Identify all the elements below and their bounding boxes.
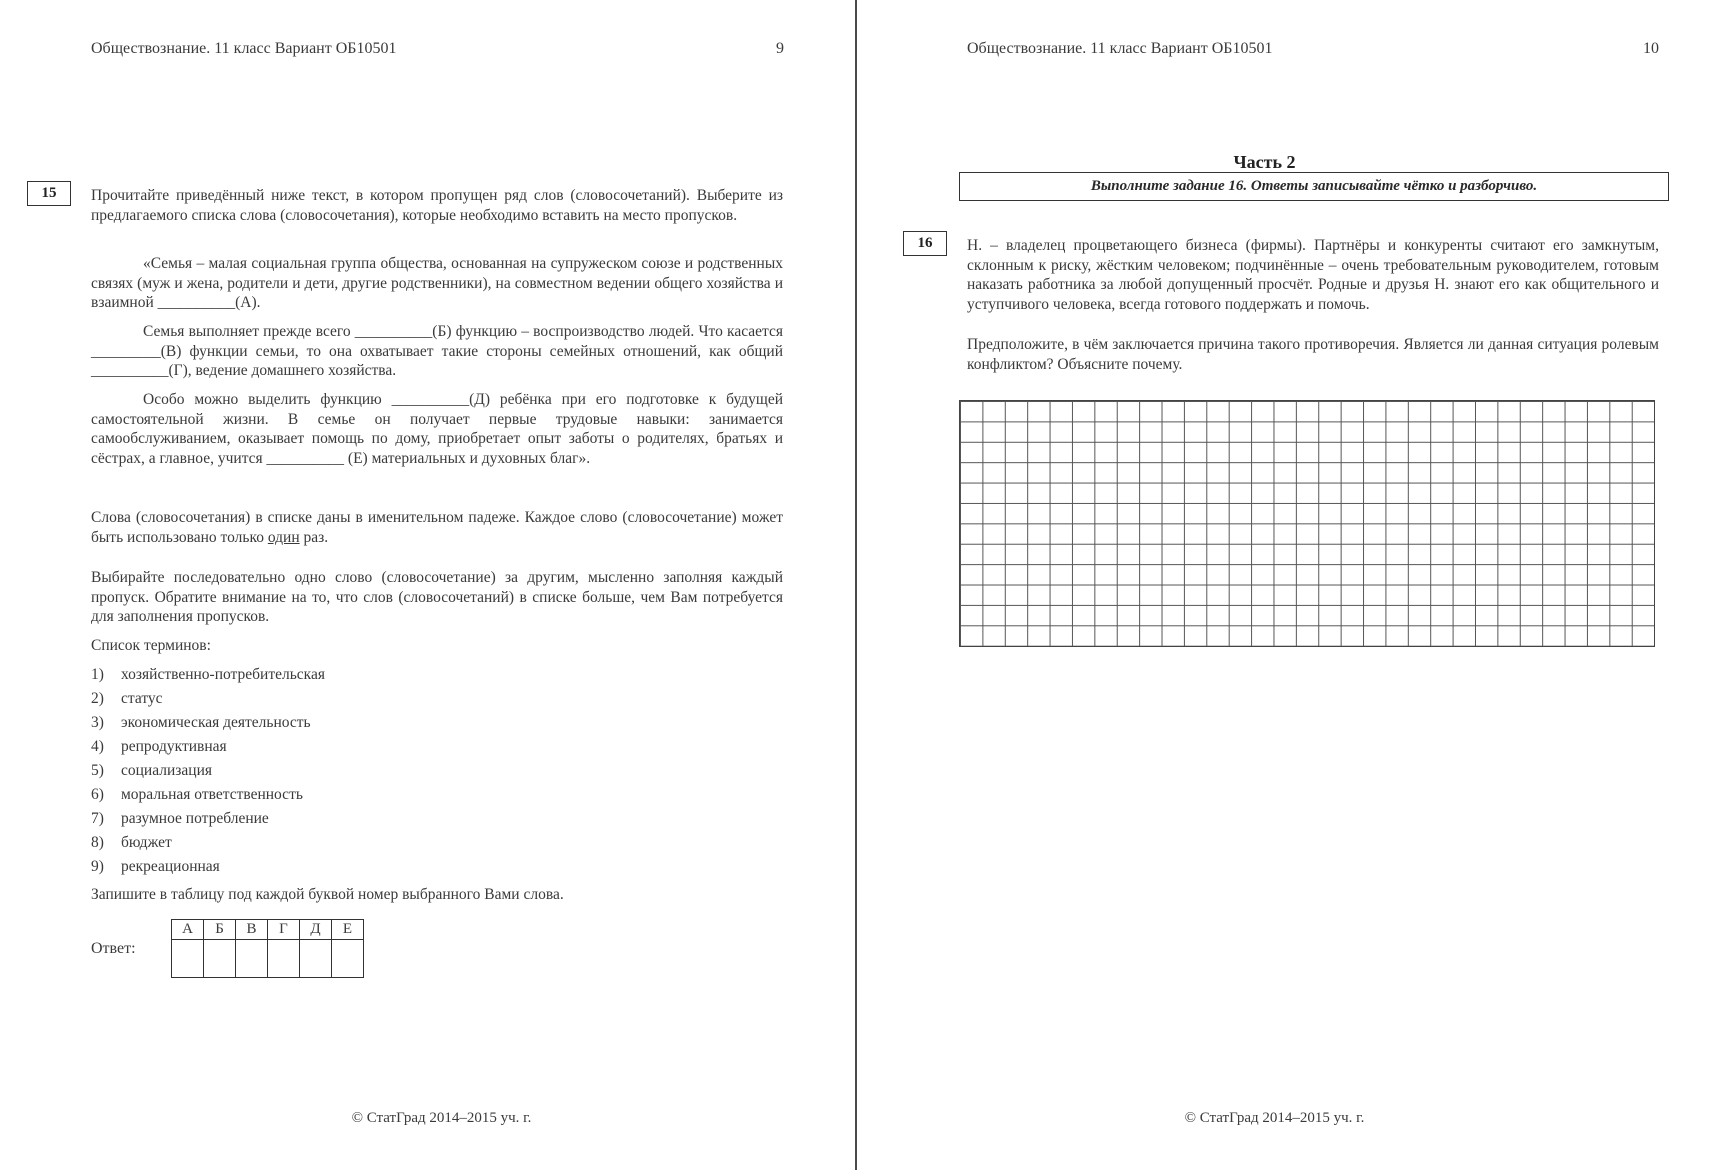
term-item: 7) разумное потребление [91,810,269,827]
page-header: Обществознание. 11 класс Вариант ОБ10501 [91,40,397,57]
term-item: 1) хозяйственно-потребительская [91,666,325,683]
answer-label: Ответ: [91,940,136,957]
page-number: 10 [1643,40,1659,57]
answer-cell[interactable] [204,940,236,978]
task-text: Н. – владелец процветающего бизнеса (фирмы). Партнёры и конкуренты считают его замкнутым, склонным к риску, жёстким человеком; подчинённые – очень требовательным руководителем, готовым наказать работника за любой допущенный просчёт. Родные и друзья Н. знают его как общительного и уступчивого человека, всегда готового поддержать и помочь. [967,237,1659,313]
term-item: 4) репродуктивная [91,738,227,755]
answer-column-header: А [172,920,204,940]
selection-note: Выбирайте последовательно одно слово (словосочетание) за другим, мысленно заполняя каждый пропуск. Обратите внимание на то, что слов (словосочетаний) в списке больше, чем Вам потребуется для заполнения пропусков. [91,569,783,626]
terms-list [91,663,325,879]
answer-cell[interactable] [332,940,364,978]
answer-cell[interactable] [172,940,204,978]
answer-cell[interactable] [236,940,268,978]
text-paragraph-2: Семья выполняет прежде всего __________(Б) функцию – воспроизводство людей. Что касается _________(В) функции семьи, то она охватывает такие стороны семейных отношений, как общий __________(Г), ведение домашнего хозяйства. [91,323,783,380]
task-intro: Прочитайте приведённый ниже текст, в котором пропущен ряд слов (словосочетаний). Выберите из предлагаемого списка слова (словосочетания), которые необходимо вставить на место пропусков. [91,187,783,224]
instruction-box: Выполните задание 16. Ответы записывайте чётко и разборчиво. [959,172,1669,201]
term-item: 5) социализация [91,762,212,779]
answer-column-header: Б [204,920,236,940]
page-footer: © СтатГрад 2014–2015 уч. г. [1184,1110,1365,1126]
answer-column-header: Г [268,920,300,940]
task-question: Предположите, в чём заключается причина такого противоречия. Является ли данная ситуация ролевым конфликтом? Объясните почему. [967,336,1659,373]
task-number-box: 16 [903,231,947,256]
answer-cell[interactable] [300,940,332,978]
answer-table [171,919,364,978]
answer-column-header: Д [300,920,332,940]
answer-cell[interactable] [268,940,300,978]
table-instruction: Запишите в таблицу под каждой буквой номер выбранного Вами слова. [91,886,564,903]
terms-title: Список терминов: [91,637,211,654]
right-page [857,0,1712,1170]
answer-column-header: В [236,920,268,940]
text-paragraph-3: Особо можно выделить функцию __________(Д) ребёнка при его подготовке к будущей самостоятельной жизни. В семье он получает первые трудовые навыки: занимается самообслуживанием, оказывает помощь по дому, приобретает опыт заботы о родителях, братьях и сёстрах, а главное, учится __________ (Е) материальных и духовных благ». [91,391,783,467]
answer-column-header: Е [332,920,364,940]
page-footer: © СтатГрад 2014–2015 уч. г. [351,1110,532,1126]
usage-note: Слова (словосочетания) в списке даны в именительном падеже. Каждое слово (словосочетание) может быть использовано только один раз. [91,509,783,546]
term-item: 3) экономическая деятельность [91,714,311,731]
underlined-word: один [267,528,300,546]
left-page [0,0,855,1170]
page-header: Обществознание. 11 класс Вариант ОБ10501 [967,40,1273,57]
task-number-box: 15 [27,181,71,206]
term-item: 9) рекреационная [91,858,220,875]
answer-grid[interactable] [959,400,1655,647]
term-item: 6) моральная ответственность [91,786,303,803]
part-title: Часть 2 [1233,152,1296,172]
term-item: 2) статус [91,690,163,707]
page-number: 9 [776,40,784,57]
term-item: 8) бюджет [91,834,172,851]
text-paragraph-1: «Семья – малая социальная группа общества, основанная на супружеском союзе и родственных связях (муж и жена, родители и дети, другие родственники), на совместном ведении общего хозяйства и взаимной __________(А). [91,255,783,312]
